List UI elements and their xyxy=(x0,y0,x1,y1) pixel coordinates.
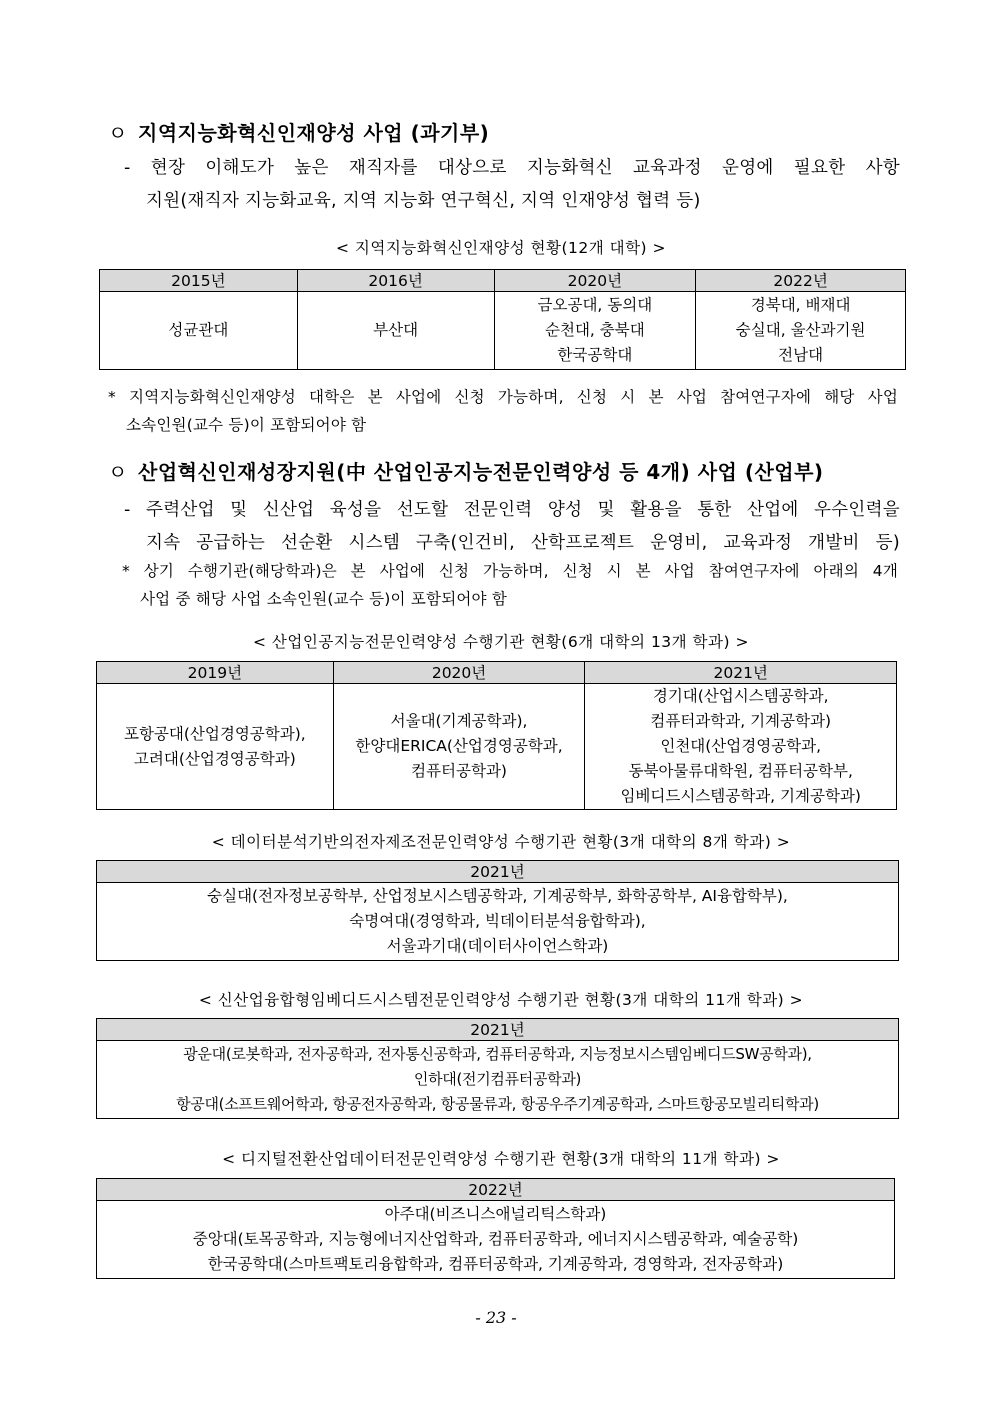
section-1-desc-line-1: - 현장 이해도가 높은 재직자를 대상으로 지능화혁신 교육과정 운영에 필요한 사항 xyxy=(124,158,900,178)
section-2-desc-line-1: - 주력산업 및 신산업 육성을 선도할 전문인력 양성 및 활용을 통한 산업에 우수인력을 xyxy=(124,500,900,520)
cell-line: 인천대(산업경영공학과, xyxy=(660,737,822,755)
cell-2022 xyxy=(97,1201,895,1279)
cell-line: 경북대, 배재대 xyxy=(750,296,851,314)
cell-line: 컴퓨터공학과) xyxy=(411,762,507,780)
header-2021: 2021년 xyxy=(585,662,897,684)
header-2022: 2022년 xyxy=(696,270,906,292)
cell-line: 서울과기대(데이터사이언스학과) xyxy=(386,937,609,955)
cell-2020 xyxy=(494,292,696,370)
header-2021: 2021년 xyxy=(97,1019,899,1041)
cell-line: 항공대(소프트웨어학과, 항공전자공학과, 항공물류과, 항공우주기계공학과, 스마트항공모빌리티학과) xyxy=(176,1095,819,1113)
header-2015: 2015년 xyxy=(100,270,298,292)
table-caption-regional: < 지역지능화혁신인재양성 현황(12개 대학) > xyxy=(335,239,667,257)
cell-line: 금오공대, 동의대 xyxy=(537,296,653,314)
heading-bullet: ㅇ xyxy=(108,121,128,145)
cell-line: 컴퓨터과학과, 기계공학과) xyxy=(650,712,831,730)
cell-line: 광운대(로봇학과, 전자공학과, 전자통신공학과, 컴퓨터공학과, 지능정보시스템임베디드SW공학과), xyxy=(183,1045,812,1063)
cell-line: 경기대(산업시스템공학과, xyxy=(652,687,829,705)
embedded-system-table xyxy=(96,1018,899,1119)
cell-line: 순천대, 충북대 xyxy=(545,321,645,339)
cell-line: 서울대(기계공학과), xyxy=(390,712,528,730)
cell-2020 xyxy=(333,684,585,810)
digital-transition-table xyxy=(96,1178,895,1279)
cell-line: 숭실대, 울산과기원 xyxy=(735,321,866,339)
section-1-desc-line-2: 지원(재직자 지능화교육, 지역 지능화 연구혁신, 지역 인재양성 협력 등) xyxy=(146,191,701,211)
heading-bullet: ㅇ xyxy=(108,460,128,484)
table-caption-embedded: < 신산업융합형임베디드시스템전문인력양성 수행기관 현황(3개 대학의 11개 학과) > xyxy=(198,991,804,1009)
header-2019: 2019년 xyxy=(97,662,334,684)
cell-2021 xyxy=(585,684,897,810)
section-2-note xyxy=(122,557,898,613)
cell-line: 동북아물류대학원, 컴퓨터공학부, xyxy=(628,762,853,780)
section-1-note-line-2: 소속인원(교수 등)이 포함되어야 함 xyxy=(126,416,367,434)
table-caption-data-analysis: < 데이터분석기반의전자제조전문인력양성 수행기관 현황(3개 대학의 8개 학과) > xyxy=(211,833,791,851)
section-2-heading xyxy=(108,456,824,485)
cell-2021 xyxy=(97,1041,899,1119)
section-2-title: 산업혁신인재성장지원(中 산업인공지능전문인력양성 등 4개) 사업 (산업부) xyxy=(138,460,824,484)
cell-2021 xyxy=(97,883,899,961)
section-1-note xyxy=(108,383,898,439)
section-1-heading xyxy=(108,117,489,146)
industrial-ai-table xyxy=(96,661,897,810)
cell-line: 성균관대 xyxy=(168,321,229,339)
cell-line: 한양대ERICA(산업경영공학과, xyxy=(355,737,563,755)
section-2-note-line-1: * 상기 수행기관(해당학과)은 본 사업에 신청 가능하며, 신청 시 본 사업 참여연구자에 아래의 4개 xyxy=(122,562,898,580)
cell-line: 한국공학대(스마트팩토리융합학과, 컴퓨터공학과, 기계공학과, 경영학과, 전자공학과) xyxy=(207,1255,784,1273)
cell-2015 xyxy=(100,292,298,370)
cell-line: 숙명여대(경영학과, 빅데이터분석융합학과), xyxy=(349,912,646,930)
section-1-note-line-1: * 지역지능화혁신인재양성 대학은 본 사업에 신청 가능하며, 신청 시 본 사업 참여연구자에 해당 사업 xyxy=(108,388,898,406)
page-number: - 23 - xyxy=(475,1308,517,1327)
cell-line: 부산대 xyxy=(373,321,419,339)
data-analysis-table xyxy=(96,860,899,961)
header-2020: 2020년 xyxy=(494,270,696,292)
table-caption-industrial-ai: < 산업인공지능전문인력양성 수행기관 현황(6개 대학의 13개 학과) > xyxy=(253,633,749,651)
section-1-title: 지역지능화혁신인재양성 사업 (과기부) xyxy=(138,121,490,145)
table-caption-digital: < 디지털전환산업데이터전문인력양성 수행기관 현황(3개 대학의 11개 학과) > xyxy=(222,1150,780,1168)
cell-line: 전남대 xyxy=(778,346,824,364)
cell-line: 중앙대(토목공학과, 지능형에너지산업학과, 컴퓨터공학과, 에너지시스템공학과, 예술공학) xyxy=(192,1230,799,1248)
section-2-description xyxy=(124,494,900,560)
cell-2016 xyxy=(297,292,494,370)
header-2021: 2021년 xyxy=(97,861,899,883)
header-2020: 2020년 xyxy=(333,662,585,684)
section-1-description xyxy=(124,152,900,218)
header-2016: 2016년 xyxy=(297,270,494,292)
section-2-note-line-2: 사업 중 해당 사업 소속인원(교수 등)이 포함되어야 함 xyxy=(140,590,508,608)
regional-talent-table xyxy=(99,269,906,370)
cell-line: 아주대(비즈니스애널리틱스학과) xyxy=(384,1205,607,1223)
header-2022: 2022년 xyxy=(97,1179,895,1201)
section-2-desc-line-2: 지속 공급하는 선순환 시스템 구축(인건비, 산학프로젝트 운영비, 교육과정 개발비 등) xyxy=(146,533,900,553)
cell-line: 한국공학대 xyxy=(557,346,633,364)
cell-line: 고려대(산업경영공학과) xyxy=(133,749,296,768)
cell-line: 포항공대(산업경영공학과), xyxy=(123,724,306,743)
cell-line: 인하대(전기컴퓨터공학과) xyxy=(413,1070,582,1088)
cell-line: 숭실대(전자정보공학부, 산업정보시스템공학과, 기계공학부, 화학공학부, AI융합학부), xyxy=(207,887,788,905)
cell-2019 xyxy=(97,684,334,810)
cell-2022 xyxy=(696,292,906,370)
cell-line: 임베디드시스템공학과, 기계공학과) xyxy=(620,787,861,805)
